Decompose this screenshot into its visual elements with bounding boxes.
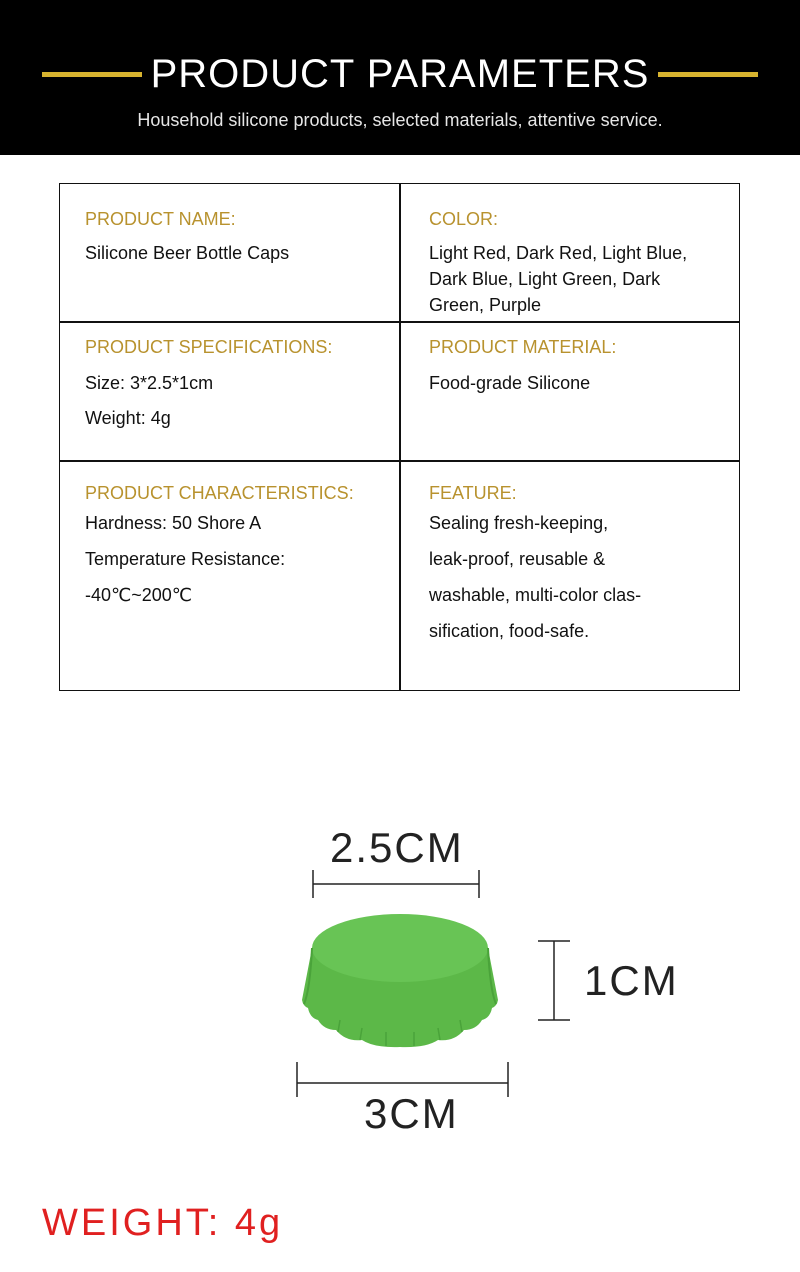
parameters-table xyxy=(59,183,740,691)
height-dimension-line xyxy=(538,941,570,1020)
height-label: 1CM xyxy=(584,957,679,1004)
color-value: Light Red, Dark Red, Light Blue, Dark Blue, Light Green, Dark Green, Purple xyxy=(429,243,688,315)
cell-characteristics xyxy=(85,482,395,608)
bottom-width-label: 3CM xyxy=(364,1090,459,1137)
page-title: PRODUCT PARAMETERS xyxy=(150,52,650,96)
weight-value: Weight: 4g xyxy=(85,408,171,428)
page-subtitle: Household silicone products, selected materials, attentive service. xyxy=(137,110,663,130)
color-label: COLOR: xyxy=(429,209,499,229)
feature-line-4: sification, food-safe. xyxy=(429,621,590,641)
material-value: Food-grade Silicone xyxy=(429,373,591,393)
bottle-cap-icon xyxy=(302,914,498,1047)
cell-specifications xyxy=(85,336,385,431)
table-divider-row1 xyxy=(60,321,739,323)
size-value: Size: 3*2.5*1cm xyxy=(85,373,214,393)
feature-line-1: Sealing fresh-keeping, xyxy=(429,513,609,533)
top-width-dimension-line xyxy=(313,870,479,898)
dimension-diagram xyxy=(0,800,800,1160)
temperature-value: -40℃~200℃ xyxy=(85,585,192,605)
product-name-value: Silicone Beer Bottle Caps xyxy=(85,243,290,263)
specifications-label: PRODUCT SPECIFICATIONS: xyxy=(85,337,333,357)
cell-product-name xyxy=(85,208,385,266)
feature-line-2: leak-proof, reusable & xyxy=(429,549,606,569)
hardness-value: Hardness: 50 Shore A xyxy=(85,513,262,533)
top-width-label: 2.5CM xyxy=(330,824,464,871)
weight-callout: WEIGHT: 4g xyxy=(42,1202,284,1244)
feature-label: FEATURE: xyxy=(429,483,517,503)
table-divider-vertical xyxy=(399,184,401,690)
temperature-label: Temperature Resistance: xyxy=(85,549,286,569)
product-name-label: PRODUCT NAME: xyxy=(85,209,236,229)
header-banner xyxy=(0,0,800,155)
characteristics-label: PRODUCT CHARACTERISTICS: xyxy=(85,483,354,503)
cell-color xyxy=(429,208,719,318)
cell-material xyxy=(429,336,719,396)
diagram-graphics xyxy=(0,800,800,1160)
table-divider-row2 xyxy=(60,460,739,462)
header-rule-right xyxy=(658,72,758,77)
bottom-width-dimension-line xyxy=(297,1062,508,1097)
feature-line-3: washable, multi-color clas- xyxy=(429,585,642,605)
cell-feature xyxy=(429,482,719,644)
material-label: PRODUCT MATERIAL: xyxy=(429,337,617,357)
